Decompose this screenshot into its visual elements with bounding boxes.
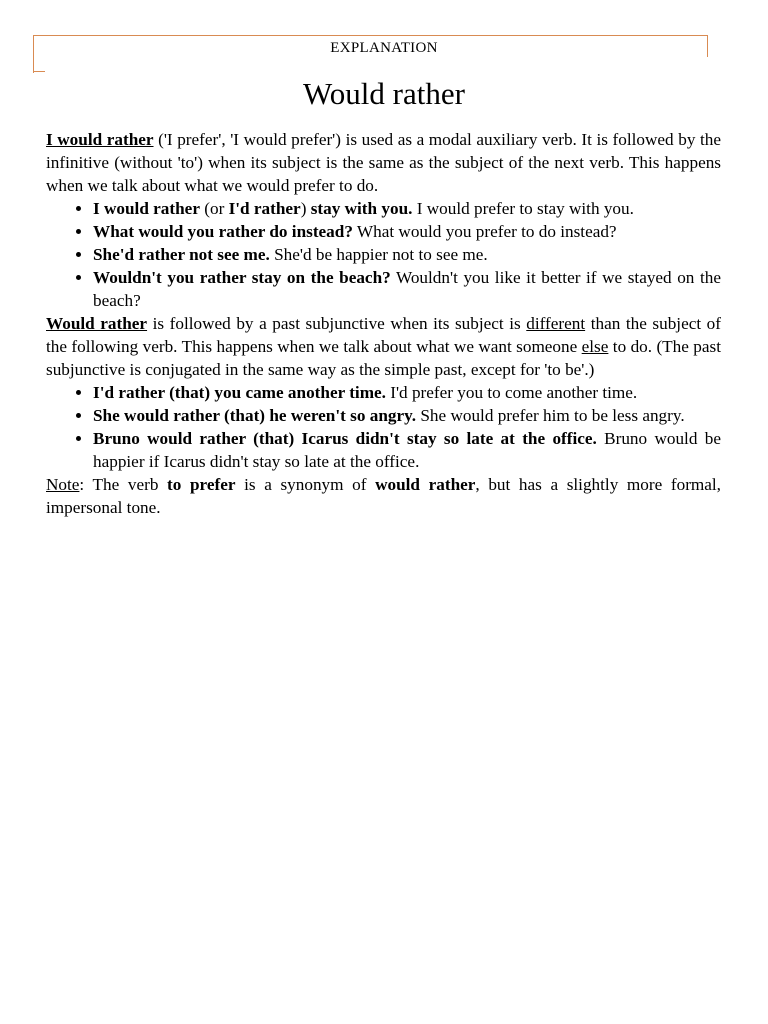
intro-term: I would rather: [46, 130, 154, 149]
document-body: [46, 128, 721, 519]
list-item: [93, 266, 721, 312]
note-bold: to prefer: [167, 475, 236, 494]
header-label: EXPLANATION: [330, 40, 438, 56]
list-item: [93, 404, 721, 427]
example-text: She'd be happier not to see me.: [269, 245, 488, 264]
example-bold: Wouldn't you rather stay on the beach?: [93, 268, 391, 287]
example-list-different-subject: [46, 381, 721, 473]
example-text: She would prefer him to be less angry.: [416, 406, 685, 425]
example-text: What would you prefer to do instead?: [352, 222, 617, 241]
note-label: Note: [46, 475, 80, 494]
example-text: ): [300, 199, 311, 218]
page-title: Would rather: [303, 76, 465, 111]
example-bold: She'd rather not see me.: [93, 245, 270, 264]
example-bold: She would rather (that) he weren't so angry.: [93, 406, 417, 425]
example-bold: Bruno would rather (that) Icarus didn't stay so late at the office.: [93, 429, 597, 448]
example-text: Wouldn't you like it better if we stayed on the beach?: [93, 268, 721, 310]
list-item: [93, 243, 721, 266]
example-text: Bruno would be happier if Icarus didn't stay so late at the office.: [93, 429, 721, 471]
example-bold: What would you rather do instead?: [93, 222, 353, 241]
intro-text: ('I prefer', 'I would prefer') is used as a modal auxiliary verb. It is followed by the infinitive (without 'to') when its subject is the same as the subject of the next verb. This happens when we talk about what we would prefer to do.: [46, 130, 721, 195]
underlined-word: different: [526, 314, 586, 333]
example-bold: I'd rather: [228, 199, 301, 218]
note-text: , but has a slightly more formal, impersonal tone.: [46, 475, 721, 517]
header-top-rule: [33, 35, 708, 36]
note-bold: would rather: [375, 475, 476, 494]
example-text: I would prefer to stay with you.: [412, 199, 634, 218]
paragraph-text: to do. (The past subjunctive is conjugated in the same way as the simple past, except for 'to be'.): [46, 337, 721, 379]
list-item: [93, 427, 721, 473]
underlined-word: else: [581, 337, 609, 356]
paragraph-text: is followed by a past subjunctive when its subject is: [147, 314, 527, 333]
list-item: [93, 197, 721, 220]
example-bold: stay with you.: [310, 199, 413, 218]
note-text: : The verb: [79, 475, 168, 494]
example-list-same-subject: [46, 197, 721, 312]
note-paragraph: [46, 473, 721, 519]
second-term: Would rather: [46, 314, 148, 333]
example-bold: I'd rather (that) you came another time.: [93, 383, 386, 402]
example-bold: I would rather: [93, 199, 200, 218]
example-text: (or: [199, 199, 229, 218]
note-text: is a synonym of: [235, 475, 376, 494]
header-bottom-tick: [33, 71, 45, 72]
list-item: [93, 220, 721, 243]
paragraph-text: than the subject of the following verb. This happens when we talk about what we want someone: [46, 314, 721, 356]
example-text: I'd prefer you to come another time.: [385, 383, 638, 402]
intro-paragraph: [46, 128, 721, 197]
second-paragraph: [46, 312, 721, 381]
list-item: [93, 381, 721, 404]
